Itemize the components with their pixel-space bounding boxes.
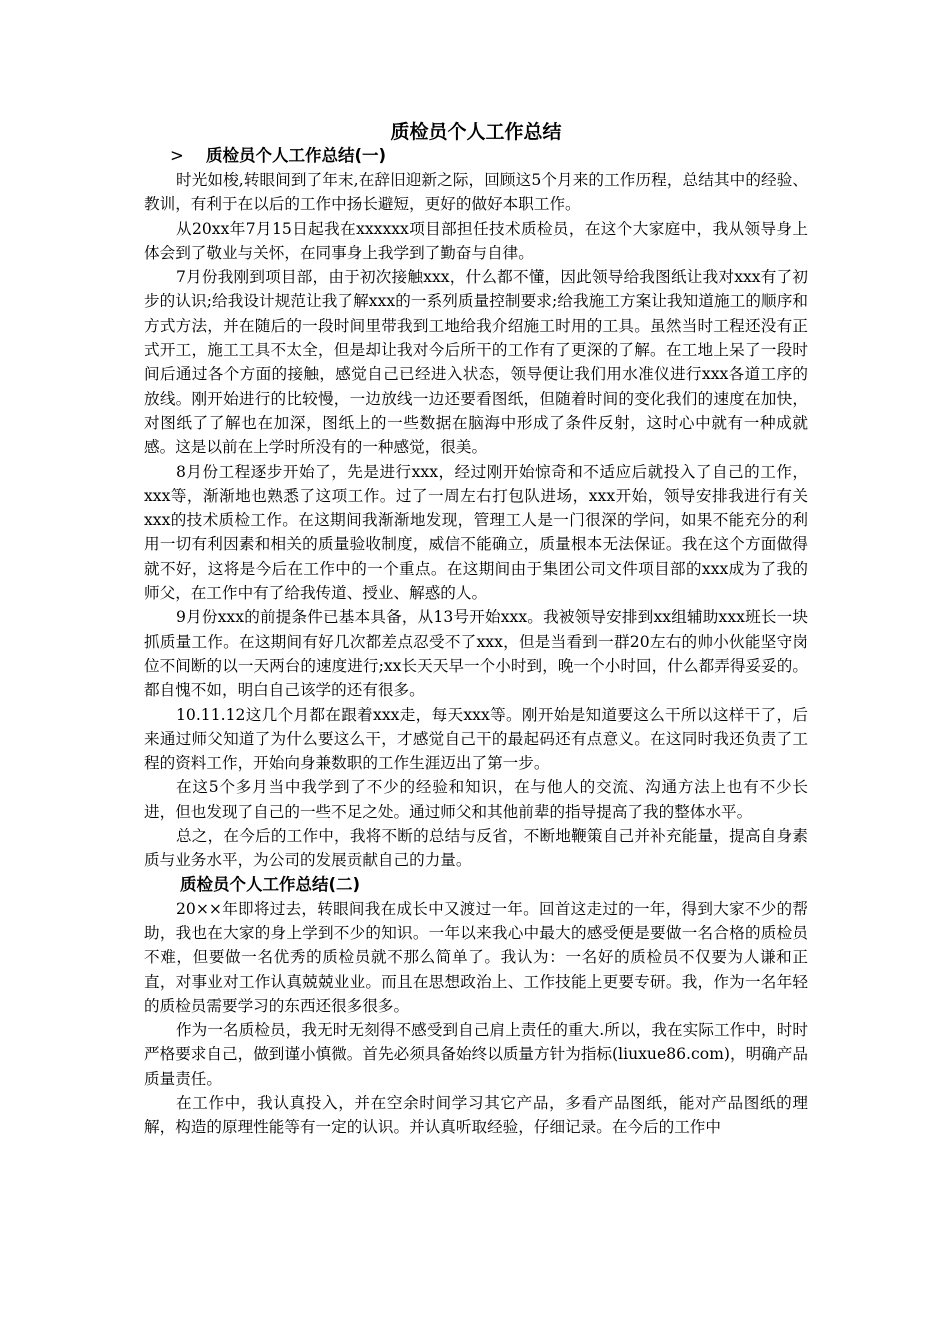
section1-heading-text: 质检员个人工作总结(一) — [206, 146, 387, 165]
paragraph: 20××年即将过去，转眼间我在成长中又渡过一年。回首这走过的一年，得到大家不少的帮助，我也在大家的身上学到不少的知识。一年以来我心中最大的感受便是要做一名合格的质检员不难，但要做一名优秀的质检员就不那么简单了。我认为：一名好的质检员不仅要为人谦和正直，对事业对工作认真兢兢业业。而且在思想政治上、工作技能上更要专研。我，作为一名年轻的质检员需要学习的东西还很多很多。 — [144, 899, 808, 1015]
paragraph: 7月份我刚到项目部，由于初次接触xxx，什么都不懂，因此领导给我图纸让我对xxx有了初步的认识;给我设计规范让我了解xxx的一系列质量控制要求;给我施工方案让我知道施工的顺序和方式方法，并在随后的一段时间里带我到工地给我介绍施工时用的工具。虽然当时工程还没有正式开工，施工工具不太全，但是却让我对今后所干的工作有了更深的了解。在工地上呆了一段时间后通过各个方面的接触，感觉自己已经进入状态，领导便让我们用水准仪进行xxx各道工序的放线。刚开始进行的比较慢，一边放线一边还要看图纸，但随着时间的变化我们的速度在加快，对图纸了了解也在加深，图纸上的一些数据在脑海中形成了条件反射，这时心中就有一种成就感。这是以前在上学时所没有的一种感觉，很美。 — [144, 268, 808, 457]
section2-heading: 质检员个人工作总结(二) — [180, 874, 361, 894]
document-title: 质检员个人工作总结 — [390, 121, 562, 143]
paragraph: 总之，在今后的工作中，我将不断的总结与反省，不断地鞭策自己并补充能量，提高自身素质与业务水平，为公司的发展贡献自己的力量。 — [144, 827, 808, 870]
section1-heading — [144, 144, 808, 168]
paragraph: 在工作中，我认真投入，并在空余时间学习其它产品，多看产品图纸，能对产品图纸的理解，构造的原理性能等有一定的认识。并认真听取经验，仔细记录。在今后的工作中 — [144, 1093, 808, 1137]
paragraph: 10.11.12这几个月都在跟着xxx走，每天xxx等。刚开始是知道要这么干所以这样干了，后来通过师父知道了为什么要这么干，才感觉自己干的最起码还有点意义。在这同时我还负责了工程的资料工作，开始向身兼数职的工作生涯迈出了第一步。 — [144, 705, 808, 773]
paragraph: 从20xx年7月15日起我在xxxxxx项目部担任技术质检员，在这个大家庭中，我从领导身上体会到了敬业与关怀，在同事身上我学到了勤奋与自律。 — [144, 219, 808, 262]
paragraph: 作为一名质检员，我无时无刻得不感受到自己肩上责任的重大.所以，我在实际工作中，时时严格要求自己，做到谨小慎微。首先必须具备始终以质量方针为指标(liuxue86.com)，明确产品质量责任。 — [144, 1021, 808, 1088]
paragraph: 9月份xxx的前提条件已基本具备，从13号开始xxx。我被领导安排到xx组辅助xxx班长一块抓质量工作。在这期间有好几次都差点忍受不了xxx，但是当看到一群20左右的帅小伙能坚守岗位不间断的以一天两台的速度进行;xx长天天早一个小时到，晚一个小时回，什么都弄得妥妥的。都自愧不如，明白自己该学的还有很多。 — [144, 608, 808, 700]
document-page — [144, 120, 808, 1140]
paragraph: 时光如梭,转眼间到了年末,在辞旧迎新之际，回顾这5个月来的工作历程，总结其中的经验、教训，有利于在以后的工作中扬长避短，更好的做好本职工作。 — [144, 171, 808, 214]
bullet-arrow-icon: > — [170, 146, 184, 165]
paragraph: 在这5个多月当中我学到了不少的经验和知识，在与他人的交流、沟通方法上也有不少长进，但也发现了自己的一些不足之处。通过师父和其他前辈的指导提高了我的整体水平。 — [144, 778, 808, 821]
paragraph: 8月份工程逐步开始了，先是进行xxx，经过刚开始惊奇和不适应后就投入了自己的工作，xxx等，渐渐地也熟悉了这项工作。过了一周左右打包队进场，xxx开始，领导安排我进行有关xxx的技术质检工作。在这期间我渐渐地发现，管理工人是一门很深的学问，如果不能充分的利用一切有利因素和相关的质量验收制度，威信不能确立，质量根本无法保证。我在这个方面做得就不好，这将是今后在工作中的一个重点。在这期间由于集团公司文件项目部的xxx成为了我的师父，在工作中有了给我传道、授业、解惑的人。 — [144, 462, 808, 603]
